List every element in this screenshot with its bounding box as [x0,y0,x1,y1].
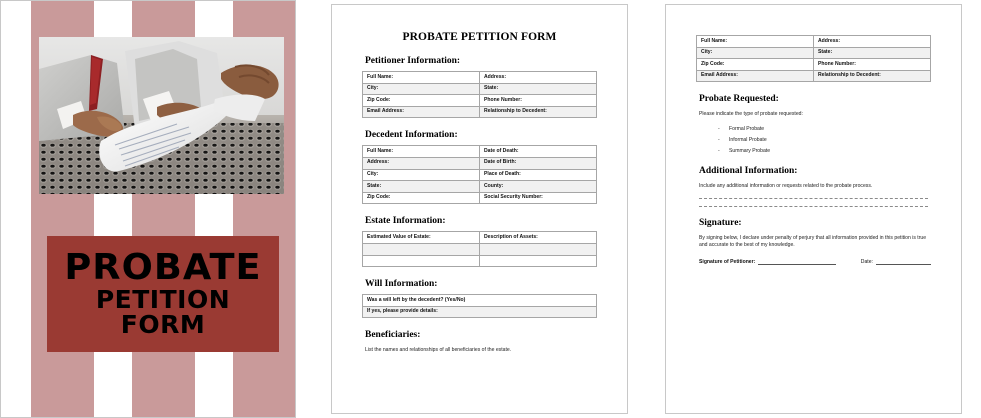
cell-continued-full-name[interactable]: Full Name: [697,36,814,48]
probate-type-options [696,127,931,154]
cover-title-box [47,236,279,352]
table-row [363,72,597,84]
probate-requested-note: Please indicate the type of probate requested: [699,111,803,118]
table-row [697,36,931,48]
cover-title-inner [47,247,279,339]
cell-decedent-date-of-birth[interactable]: Date of Birth: [480,157,597,169]
cell-continued-phone-number[interactable]: Phone Number: [814,59,931,71]
cell-estate-value-blank-2[interactable] [363,255,480,267]
cover-title-main: PROBATE [64,247,262,289]
cell-decedent-place-of-death[interactable]: Place of Death: [480,169,597,181]
heading-will-information: Will Information: [365,279,438,290]
cover-page [0,0,296,418]
list-item-informal-probate[interactable]: - Informal Probate [718,138,931,143]
cell-petitioner-relationship[interactable]: Relationship to Decedent: [480,106,597,118]
table-row [363,232,597,244]
form-page-two [331,4,628,414]
cell-continued-state[interactable]: State: [814,47,931,59]
cell-will-left-question[interactable]: Was a will left by the decedent? (Yes/No) [363,295,597,307]
page-three-body [666,5,961,265]
heading-decedent-information: Decedent Information: [365,130,458,141]
table-row [363,192,597,204]
heading-beneficiaries: Beneficiaries: [365,330,421,341]
decedent-information-table [362,145,597,204]
page-two-body [332,5,627,354]
table-row [697,47,931,59]
cell-estate-assets-blank-1[interactable] [480,243,597,255]
table-row [363,106,597,118]
signature-row [699,259,931,265]
additional-information-note: Include any additional information or requests related to the probate process. [699,182,873,189]
table-row [363,95,597,107]
cell-decedent-county[interactable]: County: [480,181,597,193]
cell-estate-estimated-value[interactable]: Estimated Value of Estate: [363,232,480,244]
cell-estate-assets-blank-2[interactable] [480,255,597,267]
table-row [697,70,931,82]
table-row [363,295,597,307]
cell-decedent-state[interactable]: State: [363,181,480,193]
heading-estate-information: Estate Information: [365,216,446,227]
cell-petitioner-city[interactable]: City: [363,83,480,95]
heading-probate-requested: Probate Requested: [699,94,779,105]
cell-continued-relationship[interactable]: Relationship to Decedent: [814,70,931,82]
cell-petitioner-state[interactable]: State: [480,83,597,95]
page-title: PROBATE PETITION FORM [402,31,557,43]
heading-additional-information: Additional Information: [699,165,798,176]
petitioner-information-table [362,71,597,118]
cover-title-sub: PETITION FORM [95,284,231,339]
cell-decedent-full-name[interactable]: Full Name: [363,146,480,158]
signature-declaration: By signing below, I declare under penalty of perjury that all information provided in this petition is true and accurate to the best of my knowledge. [699,235,927,249]
cell-continued-city[interactable]: City: [697,47,814,59]
additional-information-line-1[interactable] [699,198,928,199]
cover-photo [39,37,284,194]
form-page-three [665,4,962,414]
signature-date-label: Date: [860,259,873,266]
cell-decedent-address[interactable]: Address: [363,157,480,169]
cell-continued-email-address[interactable]: Email Address: [697,70,814,82]
signature-petitioner-label: Signature of Petitioner: [699,259,756,266]
table-row [363,181,597,193]
cell-petitioner-address[interactable]: Address: [480,72,597,84]
cell-decedent-ssn[interactable]: Social Security Number: [480,192,597,204]
cell-continued-zip-code[interactable]: Zip Code: [697,59,814,71]
cell-estate-description-of-assets[interactable]: Description of Assets: [480,232,597,244]
will-information-table [362,294,597,318]
cell-decedent-date-of-death[interactable]: Date of Death: [480,146,597,158]
heading-signature: Signature: [699,218,742,229]
cell-petitioner-phone-number[interactable]: Phone Number: [480,95,597,107]
table-row [363,157,597,169]
heading-petitioner-information: Petitioner Information: [365,56,461,66]
list-item-formal-probate[interactable]: - Formal Probate [718,127,931,132]
signature-date-field[interactable] [876,259,931,265]
table-row [363,169,597,181]
list-item-summary-probate[interactable]: - Summary Probate [718,149,931,154]
cell-decedent-zip-code[interactable]: Zip Code: [363,192,480,204]
cell-petitioner-email-address[interactable]: Email Address: [363,106,480,118]
estate-information-table [362,231,597,267]
cell-estate-value-blank-1[interactable] [363,243,480,255]
table-row [363,83,597,95]
cell-continued-address[interactable]: Address: [814,36,931,48]
cell-will-details[interactable]: If yes, please provide details: [363,306,597,318]
additional-information-line-2[interactable] [699,206,928,207]
signature-petitioner-field[interactable] [758,259,836,265]
cell-petitioner-zip-code[interactable]: Zip Code: [363,95,480,107]
petitioner-information-table-continued [696,35,931,82]
cell-petitioner-full-name[interactable]: Full Name: [363,72,480,84]
table-row [363,243,597,255]
table-row [363,255,597,267]
table-row [697,59,931,71]
cell-decedent-city[interactable]: City: [363,169,480,181]
table-row [363,306,597,318]
table-row [363,146,597,158]
beneficiaries-note: List the names and relationships of all beneficiaries of the estate. [365,347,512,354]
